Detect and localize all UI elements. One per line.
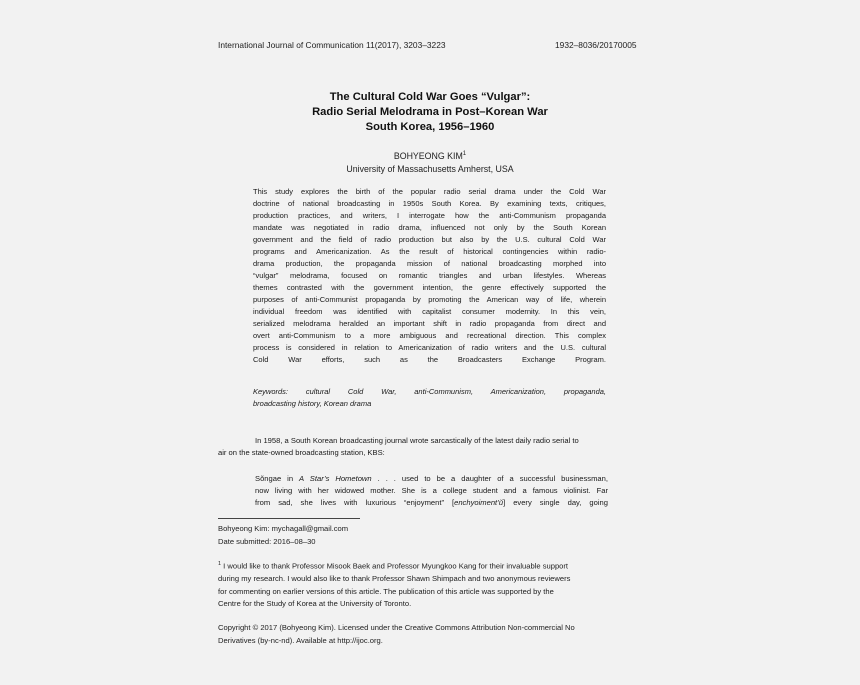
abstract-line: themes contrasted with the government intention, the genre effectively supported the	[253, 283, 606, 292]
title-line-3: South Korea, 1956–1960	[365, 121, 495, 133]
abstract-line: serialized melodrama heralded an important shift in radio propaganda from direct and	[253, 319, 606, 328]
abstract-line: programs and Americanization. As the result of historical contingencies within radio-	[253, 247, 606, 256]
journal-citation: International Journal of Communication 11(2017), 3203–3223	[218, 40, 446, 50]
abstract-line: overt anti-Communism to a more ambiguous and recreational direction. This complex	[253, 331, 606, 340]
title-line-1: The Cultural Cold War Goes “Vulgar”:	[329, 91, 531, 103]
abstract-line: drama production, the propaganda mission of national broadcasting morphed into	[253, 259, 606, 268]
body-paragraph-line: In 1958, a South Korean broadcasting journal wrote sarcastically of the latest daily radio serial to	[255, 436, 579, 445]
footnote-line: for commenting on earlier versions of this article. The publication of this article was supported by the	[218, 587, 554, 596]
abstract-line: individual freedom was identified with capitalist consumer modernity. In this vein,	[253, 307, 606, 316]
abstract-line: production practices, and writers, I interrogate how the anti-Communism propaganda	[253, 211, 606, 220]
quote-line: Sŏngae in A Star’s Hometown . . . used to be a daughter of a successful businessman,	[255, 474, 608, 483]
keywords-line: broadcasting history, Korean drama	[253, 399, 372, 408]
abstract-line: “vulgar” melodrama, focused on romantic triangles and urban lifestyles. Whereas	[253, 271, 606, 280]
footnote-line: during my research. I would also like to thank Professor Shawn Shimpach and two anonymous reviewers	[218, 574, 571, 583]
quote-line: now living with her widowed mother. She is a college student and a famous violinist. Far	[255, 486, 608, 495]
abstract-line: process is considered in relation to Americanization of radio writers and the U.S. cultural	[253, 343, 606, 352]
abstract-line: Cold War efforts, such as the Broadcasters Exchange Program.	[253, 355, 606, 364]
abstract-line: doctrine of national broadcasting in 1950s South Korea. By examining texts, critiques,	[253, 199, 606, 208]
keywords-line: Keywords: cultural Cold War, anti-Communism, Americanization, propaganda,	[253, 387, 606, 396]
issn-doi: 1932–8036/20170005	[555, 40, 637, 50]
footnote-marker: 1	[462, 151, 467, 158]
date-submitted: Date submitted: 2016–08–30	[218, 537, 316, 546]
footnote-line: Centre for the Study of Korea at the University of Toronto.	[218, 599, 412, 608]
abstract-line: This study explores the birth of the popular radio serial drama under the Cold War	[253, 187, 606, 196]
author-name: BOHYEONG KIM$^1$	[393, 151, 467, 161]
body-paragraph-line: air on the state-owned broadcasting station, KBS:	[218, 448, 385, 457]
quote-line: from sad, she lives with luxurious “enjoyment” [enchyoiment’ŭ] every single day, going	[255, 498, 608, 507]
abstract-line: government and the field of radio production but also by the U.S. cultural Cold War	[253, 235, 606, 244]
abstract-line: mandate was negotiated in radio drama, influenced not only by the South Korean	[253, 223, 606, 232]
footnote-line: $^1$ I would like to thank Professor Misook Baek and Professor Myungkoo Kang for their invaluable support	[218, 561, 569, 571]
footnote-divider	[218, 518, 360, 519]
copyright-line: Derivatives (by-nc-nd). Available at http://ijoc.org.	[218, 636, 383, 645]
abstract-line: purposes of anti-Communist propaganda by promoting the American way of life, wherein	[253, 295, 606, 304]
author-email: Bohyeong Kim: mychagall@gmail.com	[218, 524, 349, 533]
author-affiliation: University of Massachusetts Amherst, USA	[346, 164, 514, 174]
title-line-2: Radio Serial Melodrama in Post–Korean War	[312, 106, 548, 118]
copyright-line: Copyright © 2017 (Bohyeong Kim). Licensed under the Creative Commons Attribution Non-commercial No	[218, 623, 575, 632]
